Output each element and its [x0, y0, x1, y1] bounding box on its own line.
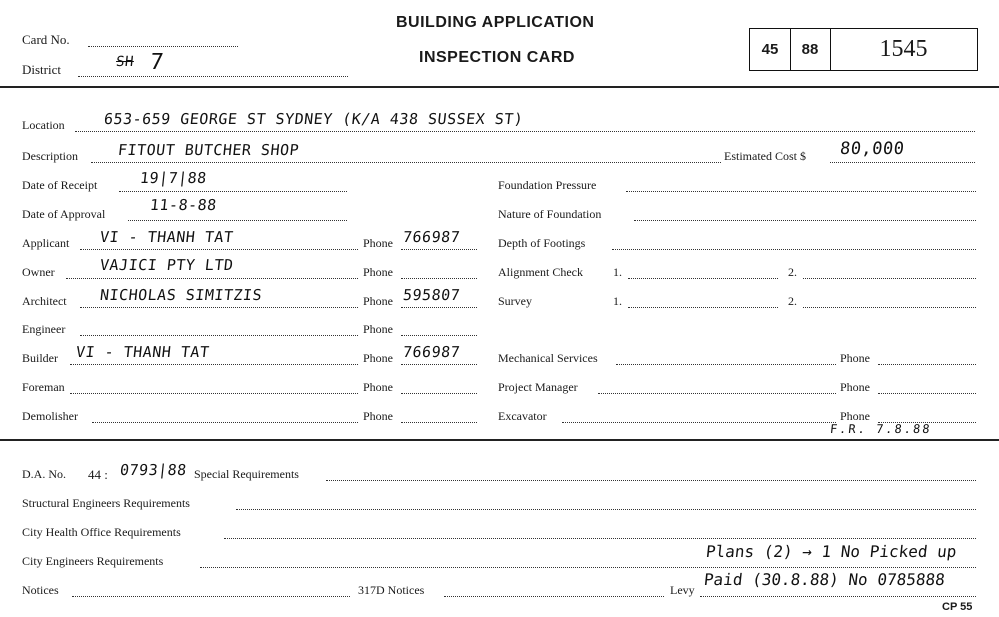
foundation-pressure-label: Foundation Pressure [498, 178, 597, 192]
location-line [75, 131, 975, 132]
foreman-label: Foreman [22, 380, 65, 394]
applicant-value: VI - THANH TAT [99, 228, 235, 246]
mechanical-phone-line [878, 364, 976, 365]
builder-line [70, 364, 358, 365]
date-approval-line [128, 220, 347, 221]
project-manager-phone-label: Phone [840, 380, 870, 394]
applicant-phone-line [401, 249, 477, 250]
levy-label: Levy [670, 583, 695, 597]
foreman-phone-label: Phone [363, 380, 393, 394]
fr-note: F.R. 7.8.88 [829, 422, 933, 436]
mechanical-label: Mechanical Services [498, 351, 598, 365]
notices-label: Notices [22, 583, 59, 597]
box-cell-c: 1545 [879, 36, 928, 62]
date-receipt-value: 19|7|88 [139, 169, 208, 187]
alignment-line1 [628, 278, 778, 279]
excavator-label: Excavator [498, 409, 547, 423]
alignment-line2 [803, 278, 976, 279]
survey-num2: 2. [788, 294, 797, 308]
excavator-phone-label: Phone [840, 409, 870, 423]
district-label: District [22, 62, 61, 77]
engineer-line [80, 335, 358, 336]
demolisher-phone-line [401, 422, 477, 423]
description-value: FITOUT BUTCHER SHOP [117, 141, 301, 159]
owner-label: Owner [22, 265, 55, 279]
survey-num1: 1. [613, 294, 622, 308]
depth-footings-line [612, 249, 976, 250]
special-req-line [326, 480, 976, 481]
builder-label: Builder [22, 351, 58, 365]
engineer-phone-line [401, 335, 477, 336]
location-value: 653-659 GEORGE ST SYDNEY (K/A 438 SUSSEX ST) [103, 110, 525, 128]
structural-req-line [236, 509, 976, 510]
applicant-phone-value: 766987 [402, 228, 462, 246]
architect-label: Architect [22, 294, 67, 308]
demolisher-phone-label: Phone [363, 409, 393, 423]
location-label: Location [22, 118, 65, 132]
depth-footings-label: Depth of Footings [498, 236, 586, 250]
foundation-pressure-line [626, 191, 976, 192]
foreman-phone-line [401, 393, 477, 394]
estimated-cost-label: Estimated Cost $ [724, 149, 806, 163]
district-value: 7 [148, 50, 166, 75]
card-no-label: Card No. [22, 32, 70, 47]
engineer-phone-label: Phone [363, 322, 393, 336]
notices-317d-line [444, 596, 664, 597]
date-receipt-label: Date of Receipt [22, 178, 98, 192]
health-req-label: City Health Office Requirements [22, 525, 181, 539]
survey-line1 [628, 307, 778, 308]
nature-foundation-line [634, 220, 976, 221]
mechanical-phone-label: Phone [840, 351, 870, 365]
applicant-line [80, 249, 358, 250]
owner-line [66, 278, 358, 279]
card-number-box [749, 28, 978, 71]
box-cell-b: 88 [801, 41, 819, 58]
mechanical-line [616, 364, 836, 365]
foreman-line [70, 393, 358, 394]
alignment-num1: 1. [613, 265, 622, 279]
city-eng-req-line [200, 567, 976, 568]
description-line [91, 162, 721, 163]
estimated-cost-line [830, 162, 975, 163]
title-line1: BUILDING APPLICATION [396, 14, 595, 31]
architect-value: NICHOLAS SIMITZIS [99, 286, 263, 304]
date-approval-value: 11-8-88 [149, 196, 218, 214]
notices-line [72, 596, 350, 597]
district-line [78, 76, 348, 77]
demolisher-label: Demolisher [22, 409, 78, 423]
levy-line [700, 596, 976, 597]
district-struck-value: SH [115, 54, 135, 70]
estimated-cost-value: 80,000 [838, 139, 906, 159]
demolisher-line [92, 422, 358, 423]
nature-foundation-label: Nature of Foundation [498, 207, 602, 221]
project-manager-line [598, 393, 836, 394]
alignment-check-label: Alignment Check [498, 265, 583, 279]
structural-req-label: Structural Engineers Requirements [22, 496, 190, 510]
title-line2: INSPECTION CARD [419, 49, 575, 66]
builder-value: VI - THANH TAT [75, 343, 211, 361]
header-rule [0, 86, 999, 88]
owner-phone-line [401, 278, 477, 279]
levy-note: Paid (30.8.88) No 0785888 [703, 570, 946, 589]
architect-phone-label: Phone [363, 294, 393, 308]
alignment-num2: 2. [788, 265, 797, 279]
excavator-line [562, 422, 836, 423]
special-req-label: Special Requirements [194, 467, 299, 481]
engineer-label: Engineer [22, 322, 66, 336]
date-approval-label: Date of Approval [22, 207, 106, 221]
da-value: 0793|88 [119, 461, 188, 479]
card-no-line [88, 46, 238, 47]
owner-phone-label: Phone [363, 265, 393, 279]
details-rule [0, 439, 999, 441]
applicant-phone-label: Phone [363, 236, 393, 250]
date-receipt-line [119, 191, 347, 192]
box-cell-a: 45 [761, 41, 779, 58]
architect-phone-value: 595807 [402, 286, 462, 304]
city-eng-req-label: City Engineers Requirements [22, 554, 164, 568]
description-label: Description [22, 149, 78, 163]
form-code: CP 55 [942, 601, 973, 613]
applicant-label: Applicant [22, 236, 70, 250]
owner-value: VAJICI PTY LTD [99, 256, 235, 274]
project-manager-phone-line [878, 393, 976, 394]
da-label: D.A. No. [22, 467, 66, 481]
builder-phone-value: 766987 [402, 343, 462, 361]
builder-phone-label: Phone [363, 351, 393, 365]
da-prefix: 44 : [88, 467, 108, 482]
survey-line2 [803, 307, 976, 308]
architect-line [80, 307, 358, 308]
notices-317d-label: 317D Notices [358, 583, 425, 597]
architect-phone-line [401, 307, 477, 308]
city-eng-note: Plans (2) → 1 No Picked up [705, 542, 958, 561]
survey-label: Survey [498, 294, 532, 308]
builder-phone-line [401, 364, 477, 365]
health-req-line [224, 538, 976, 539]
project-manager-label: Project Manager [498, 380, 578, 394]
